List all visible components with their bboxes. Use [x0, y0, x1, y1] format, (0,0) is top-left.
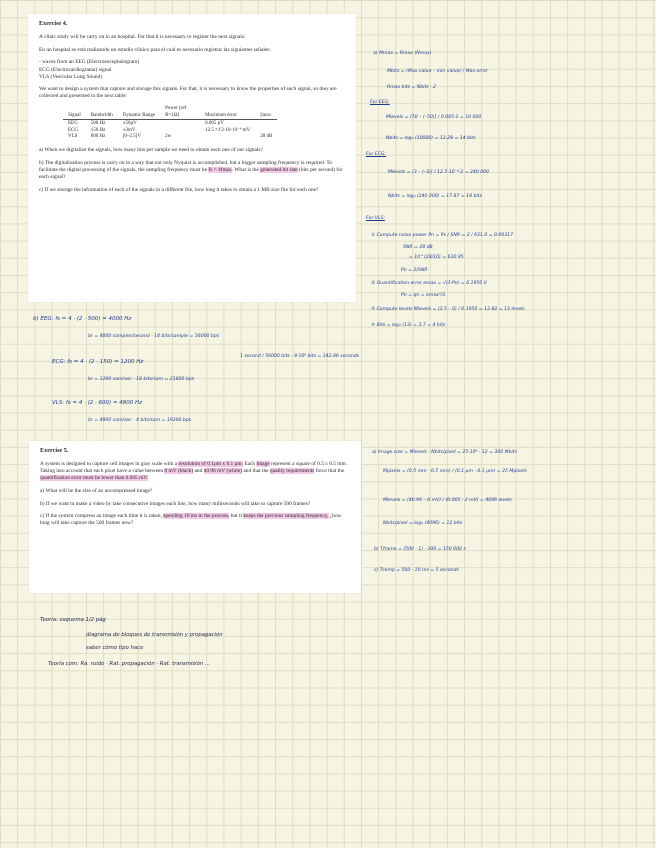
table-header: Dynamic Range: [118, 106, 160, 120]
table-cell: EEG: [68, 121, 78, 127]
handwritten-note: Pn = qn = emax²/3: [401, 293, 446, 298]
statement-text: represent a square of 0.5 x 0.5 mm. Taking into account that each pixel have a value between: [40, 461, 348, 475]
exercise-4-sheet: [28, 14, 356, 302]
handwritten-note: ③ Compute levels Mlevels = (2.5 – 0) / 0.1950 = 12.82 = 13 levels: [371, 307, 525, 312]
handwritten-heading: For ECG:: [366, 152, 387, 157]
exercise-4-title: Exercise 4.: [39, 20, 68, 27]
handwritten-heading: For EEG:: [370, 100, 390, 105]
handwritten-note: c) Tcomp = 500 · 10 ms = 5 seconds: [374, 568, 459, 573]
highlight-processing-time: spending 10 ms in the process,: [163, 513, 230, 520]
table-cell: 2w: [165, 133, 172, 139]
handwritten-note: a) Image size = Mlevels · Nbits/pixel = 25·10⁶ · 12 = 300 Mbits: [372, 450, 517, 455]
table-cell: [160, 120, 200, 128]
exercise-5-statement: [40, 461, 350, 482]
exercise-4-question-b: [39, 160, 345, 181]
handwritten-note: br = 1200 sam/sec · 18 bits/sam = 21600 bps: [88, 377, 195, 382]
exercise-4-signal-list: [39, 59, 345, 80]
handwritten-note: diagrama de bloques de transmisión y propagación: [86, 632, 223, 638]
handwritten-note: Mlevels = [50 – (–50)] / 0.005·2 = 10 000: [386, 115, 482, 120]
handwritten-note: Mlevels = [3 – (–3)] / 12.5·10⁻⁶·2 = 240 000: [388, 170, 489, 175]
exercise-4-intro-en: A clinic study will be carry on in an hospital. For that it is necessary to register the next signals:: [39, 34, 246, 41]
question-b-text: b) The digitalization process is carry on in a way that not only Nyquist is accomplished, but a bigger sampling frequency is required. To facilitate the digital processing of the signals, the sampling frequency must be: [39, 159, 332, 173]
table-cell: 600 Hz: [90, 133, 106, 139]
highlight-quality: quality requirements: [269, 468, 315, 475]
handwritten-note: b) EEG: fs = 4 · (2 · 500) = 4000 Hz: [33, 316, 132, 322]
statement-text: and that the: [243, 468, 269, 475]
handwritten-note: Nbits = log₂ (10000) = 13.28 = 14 bits: [386, 136, 476, 141]
table-cell: 12.5 ×1'2·10·10⁻⁶ mV: [205, 127, 251, 133]
highlight-black-value: 0 mV (black): [164, 468, 194, 475]
table-cell: 150 Hz: [90, 127, 106, 133]
statement-text: Each: [244, 461, 256, 468]
exercise-4-design: We want to design a system that capture and storage this signals. For that, it is necessary to know the properties of each signal, so they are collected and presented in the next table:: [39, 86, 337, 100]
question-b-text: . What is the: [231, 166, 259, 173]
handwritten-note: ② Quantification error emax = √(3·Pn) = 0.1950 V: [371, 281, 487, 286]
table-header: Bandwidth: [86, 106, 118, 120]
question-c-text: ¿how long will take capture the 500 frames now?: [40, 513, 342, 527]
statement-text: A system is designed to capture cell images in gray scale with a: [40, 461, 178, 468]
table-cell: [200, 134, 255, 140]
highlight-bit-rate: generated bit rate: [260, 166, 298, 173]
handwritten-note: ④ Bits = log₂ (13) = 3.7 = 4 bits: [371, 323, 446, 328]
statement-text: and: [194, 468, 203, 475]
question-c-text: c) If the system compress an image each time it is taken,: [40, 513, 162, 520]
table-cell: ±3mV: [122, 127, 136, 133]
exercise-4-question-c: c) If we storage the information of each of the signals in a different file, how long it takes to obtain a 1 MB size file for each one?: [39, 186, 319, 193]
table-cell: [0–2.5]V: [122, 133, 141, 139]
table-header: Signal: [63, 106, 86, 120]
handwritten-note: 1 second / 56000 bits · 8·10⁶ bits = 142.86 seconds: [240, 354, 360, 359]
exercise-5-title: Exercise 5.: [40, 447, 69, 454]
table-header: Maximum error: [200, 106, 255, 120]
exercise-5-question-a: a) What will be the size of an uncompressed image?: [40, 488, 153, 495]
table-cell: ECG: [68, 127, 78, 133]
signal-table: [63, 106, 277, 140]
exercise-5-question-b: b) If we want to make a video by take consecutive images each line, how many milliseconds will take to capture 500 frames?: [40, 500, 311, 507]
handwritten-note: Nbits = log₂ (240 000) = 17.87 = 18 bits: [388, 194, 482, 199]
handwritten-note: ① Compute noise power Pn = Ps / SNR = 2 / 631.0 = 0.00317: [371, 233, 514, 238]
table-header: Power (ref R=1Ω): [160, 106, 200, 120]
exercise-5-sheet: [29, 441, 361, 593]
exercise-4-question-a: a) When we digitalize the signals, how many bits per sample we need to obtain each one of our signals?: [39, 147, 263, 153]
table-header-row: [63, 106, 277, 120]
handwritten-note: a) Mmax = Rmax (Nmax): [373, 51, 432, 56]
handwritten-note: Nbits/pixel = log₂ (4096) = 12 bits: [383, 521, 463, 526]
highlight-white-value: 40.96 mV (white): [203, 468, 243, 475]
handwritten-note: b) Tframe = (500 · 1) · 300 = 150 000 s: [374, 547, 466, 552]
handwritten-note: br = 4800 sam/sec · 4 bits/sam = 19200 bps: [88, 418, 192, 423]
signal-item: ECG (Electrocardiograma) signal: [39, 66, 112, 73]
table-cell: [255, 120, 277, 128]
table-header: ξmax: [255, 106, 277, 120]
table-cell: 500 Hz: [90, 121, 106, 127]
question-c-text: but it: [230, 513, 242, 520]
handwritten-note: Mbits = (Max value – min value) / Max error: [387, 69, 488, 74]
handwritten-note: Mlevels = (40.96 – 0 mV) / (0.005 · 2 mV) = 4096 levels: [383, 498, 512, 503]
table-row: [63, 134, 277, 140]
handwritten-note: SNR = 28 dB: [403, 245, 433, 250]
question-b-text: (bits per second) for each signal?: [39, 166, 343, 180]
highlight-quantification-error: quantification error must be lower than 0.005 mV.: [40, 475, 148, 482]
highlight-image: image: [256, 461, 270, 468]
handwritten-note: Teoría: esquema 1/2 pág: [40, 617, 106, 623]
handwritten-note: saber cómo tipo hace: [86, 645, 144, 651]
handwritten-note: Mpixels = (0.5 mm · 0.5 mm) / (0.1 μm · 0.1 μm) = 25 Mpixels: [383, 469, 527, 474]
highlight-sampling-frequency: fs = 4fmax: [208, 166, 232, 173]
table-row: [63, 120, 277, 128]
table-cell: ±50μV: [122, 121, 137, 127]
handwritten-heading: For VLS:: [366, 216, 385, 221]
table-cell: VLS: [68, 133, 78, 139]
table-cell: 0.005 μV: [205, 121, 224, 127]
table-cell: 28 dB: [260, 133, 273, 139]
handwritten-note: Teoría com: Ra. ruido · Rat. propagación · Rat. transmisión ...: [48, 661, 210, 667]
exercise-5-question-c: [40, 513, 350, 527]
handwritten-note: Pn = 2/SNR: [401, 268, 428, 273]
signal-item: VLS (Vesicular Lung Sound): [39, 73, 103, 80]
handwritten-note: br = 4000 samples/second · 14 bits/sample = 56000 bps: [88, 334, 220, 339]
handwritten-note: = 10^(28/10) = 630.95: [409, 255, 464, 260]
highlight-resolution: resolution of 0.1μm x 0.1 μm.: [178, 461, 243, 468]
highlight-sampling-frequency: keeps the previous sampling frequency,: [243, 513, 329, 520]
signal-item: - waves from an EEG (Electroencephalogram): [39, 59, 140, 66]
handwritten-note: VLS: fs = 4 · (2 · 600) = 4800 Hz: [52, 400, 142, 406]
handwritten-note: ECG: fs = 4 · (2 · 150) = 1200 Hz: [52, 359, 144, 365]
statement-text: force that the: [315, 468, 345, 475]
handwritten-note: Rmax bits = Nbits · 2: [387, 85, 436, 90]
exercise-4-intro-es: En un hospital se está realizando un estudio clínico para el cual es necesario registrar las siguientes señales:: [39, 46, 271, 53]
